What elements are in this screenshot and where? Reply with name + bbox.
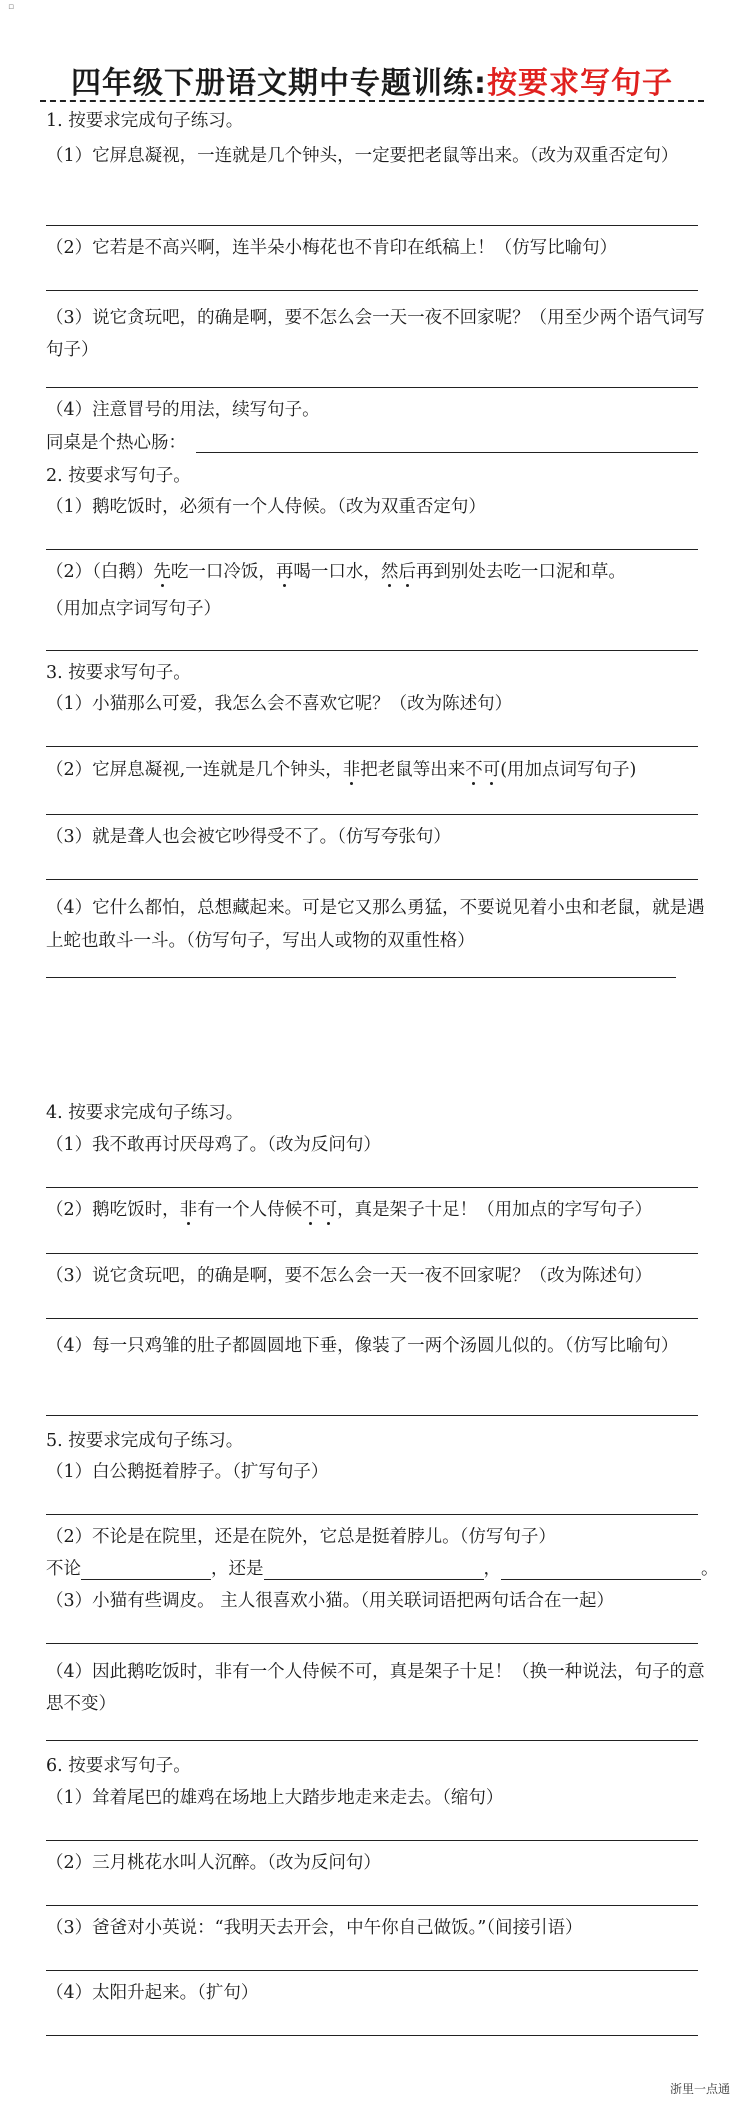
answer-line[interactable]: [46, 1253, 698, 1254]
title-divider: [40, 100, 704, 102]
answer-line[interactable]: [46, 225, 698, 226]
answer-line[interactable]: [46, 1415, 698, 1416]
answer-line[interactable]: [46, 1318, 698, 1319]
s5-question-2-template: 不论 ，还是 ， 。: [46, 1559, 719, 1579]
s2-question-2-instruction: （用加点字词写句子）: [46, 599, 221, 619]
answer-line[interactable]: [46, 290, 698, 291]
s5-question-4: （4）因此鹅吃饭时，非有一个人侍候不可，真是架子十足！（换一种说法，句子的意思不变）: [46, 1662, 705, 1714]
s2-question-2: （2）（白鹅）先吃一口冷饭，再喝一口水，然后再到别处去吃一口泥和草。: [46, 562, 626, 582]
s5-question-2: （2）不论是在院里，还是在院外，它总是挺着脖儿。（仿写句子）: [46, 1527, 556, 1547]
answer-line[interactable]: [46, 977, 676, 978]
fill-blank[interactable]: [501, 1561, 701, 1580]
answer-line[interactable]: [46, 1643, 698, 1644]
s1-question-3: （3）说它贪玩吧，的确是啊，要不怎么会一天一夜不回家呢？（用至少两个语气词写句子）: [46, 308, 705, 360]
answer-line[interactable]: [46, 650, 698, 651]
s1-question-1: （1）它屏息凝视，一连就是几个钟头，一定要把老鼠等出来。（改为双重否定句）: [46, 146, 679, 166]
s1-question-2: （2）它若是不高兴啊，连半朵小梅花也不肯印在纸稿上！（仿写比喻句）: [46, 238, 618, 258]
fill-blank[interactable]: [81, 1561, 211, 1580]
s6-question-3: （3）爸爸对小英说：“我明天去开会，中午你自己做饭。”（间接引语）: [46, 1918, 583, 1938]
s3-question-4: （4）它什么都怕，总想藏起来。可是它又那么勇猛，不要说见着小虫和老鼠，就是遇上蛇也敢斗一斗。（仿写句子，写出人或物的双重性格）: [46, 898, 705, 951]
answer-line[interactable]: [46, 746, 698, 747]
fill-blank[interactable]: [264, 1561, 484, 1580]
answer-line[interactable]: [46, 1187, 698, 1188]
answer-line[interactable]: [46, 814, 698, 815]
page-title: [0, 58, 744, 102]
s4-question-3: （3）说它贪玩吧，的确是啊，要不怎么会一天一夜不回家呢？（改为陈述句）: [46, 1266, 653, 1286]
s3-question-3: （3）就是聋人也会被它吵得受不了。（仿写夸张句）: [46, 827, 451, 847]
answer-line[interactable]: [46, 1514, 698, 1515]
s4-question-1: （1）我不敢再讨厌母鸡了。（改为反问句）: [46, 1135, 381, 1155]
s2-question-1: （1）鹅吃饭时，必须有一个人侍候。（改为双重否定句）: [46, 497, 486, 517]
s4-question-4: （4）每一只鸡雏的肚子都圆圆地下垂，像装了一两个汤圆儿似的。（仿写比喻句）: [46, 1336, 679, 1356]
s6-question-4: （4）太阳升起来。（扩句）: [46, 1983, 259, 2003]
section-6-heading: 6. 按要求写句子。: [46, 1756, 191, 1776]
section-2-heading: 2. 按要求写句子。: [46, 466, 191, 486]
s1-question-4: （4）注意冒号的用法，续写句子。: [46, 400, 320, 420]
footer-brand: 浙里一点通: [669, 2082, 730, 2096]
answer-line[interactable]: [196, 452, 698, 453]
answer-line[interactable]: [46, 1970, 698, 1971]
section-5-heading: 5. 按要求完成句子练习。: [46, 1431, 244, 1451]
section-4-heading: 4. 按要求完成句子练习。: [46, 1103, 244, 1123]
s5-question-1: （1）白公鹅挺着脖子。（扩写句子）: [46, 1462, 329, 1482]
section-1-heading: 1. 按要求完成句子练习。: [46, 111, 244, 131]
s5-question-3: （3）小猫有些调皮。 主人很喜欢小猫。（用关联词语把两句话合在一起）: [46, 1591, 614, 1611]
answer-line[interactable]: [46, 1740, 698, 1741]
s6-question-2: （2）三月桃花水叫人沉醉。（改为反问句）: [46, 1853, 381, 1873]
answer-line[interactable]: [46, 1905, 698, 1906]
answer-line[interactable]: [46, 549, 698, 550]
answer-line[interactable]: [46, 387, 698, 388]
answer-line[interactable]: [46, 879, 698, 880]
title-black: 四年级下册语文期中专题训练:: [71, 66, 487, 101]
s6-question-1: （1）耸着尾巴的雄鸡在场地上大踏步地走来走去。（缩句）: [46, 1788, 504, 1808]
title-red: 按要求写句子: [487, 66, 673, 101]
section-3-heading: 3. 按要求写句子。: [46, 663, 191, 683]
s3-question-1: （1）小猫那么可爱，我怎么会不喜欢它呢？（改为陈述句）: [46, 694, 513, 714]
answer-line[interactable]: [46, 2035, 698, 2036]
corner-mark: ▫: [8, 2, 15, 12]
s3-question-2: （2）它屏息凝视,一连就是几个钟头，非把老鼠等出来不可(用加点词写句子): [46, 760, 637, 780]
answer-line[interactable]: [46, 1840, 698, 1841]
s1-question-4-prompt: 同桌是个热心肠：: [46, 433, 186, 453]
s4-question-2: （2）鹅吃饭时，非有一个人侍候不可，真是架子十足！（用加点的字写句子）: [46, 1200, 653, 1220]
